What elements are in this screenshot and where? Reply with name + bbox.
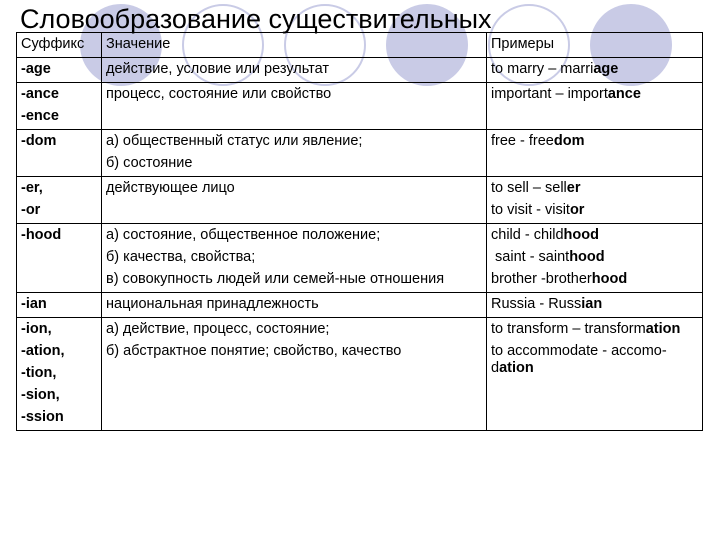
example-base: brother -brother [491,271,592,287]
examples-cell [487,318,703,431]
suffix-text: -dom [21,133,57,149]
meaning-cell [102,130,487,177]
suffix-text: -ence [21,108,59,124]
suffix-table [16,32,703,431]
suffix-cell [17,177,102,224]
example-text [491,227,698,244]
suffix-cell [17,318,102,431]
meaning-text: б) абстрактное понятие; свойство, качество [106,343,402,359]
example-base: Russia - Russ [491,296,582,312]
meaning-cell [102,224,487,293]
example-base: to marry – marri [491,61,594,77]
meaning-cell [102,293,487,318]
example-text [491,86,698,103]
meaning-cell [102,177,487,224]
example-base: important – import [491,86,608,102]
example-text [491,61,698,78]
meaning-cell [102,58,487,83]
meaning-text: б) состояние [106,155,193,171]
meaning-text: а) состояние, общественное положение; [106,227,381,243]
example-suffix-highlight: ation [499,360,534,376]
meaning-text: а) действие, процесс, состояние; [106,321,330,337]
example-text [491,343,698,377]
suffix-text: -age [21,61,51,77]
example-suffix-highlight: hood [591,271,628,287]
example-text [491,133,698,150]
example-base: child - child [491,227,564,243]
example-text [491,202,698,219]
suffix-text: -ian [21,296,47,312]
examples-cell [487,130,703,177]
suffix-cell [17,83,102,130]
header-suffix: Суффикс [17,33,102,58]
suffix-text: -or [21,202,41,218]
example-suffix-highlight: or [569,202,585,218]
table-row [17,318,703,431]
example-text [491,249,698,266]
example-suffix-highlight: dom [553,133,585,149]
table-row [17,58,703,83]
examples-cell [487,293,703,318]
examples-cell [487,224,703,293]
suffix-text: -ion, [21,321,52,337]
suffix-text: -ance [21,86,59,102]
meaning-text: действующее лицо [106,180,235,196]
example-text [491,321,698,338]
meaning-text: в) совокупность людей или семей-ные отношения [106,271,445,287]
meaning-text: процесс, состояние или свойство [106,86,332,102]
examples-cell [487,177,703,224]
example-suffix-highlight: ian [581,296,603,312]
example-suffix-highlight: hood [563,227,599,243]
example-base: to sell – sell [491,180,567,196]
example-suffix-highlight: hood [569,249,605,265]
example-base: to transform – transform [491,321,646,337]
example-base: to visit - visit [491,202,570,218]
suffix-text: -hood [21,227,62,243]
example-suffix-highlight: er [566,180,581,196]
suffix-cell [17,130,102,177]
header-examples: Примеры [487,33,703,58]
meaning-text: действие, условие или результат [106,61,330,77]
example-suffix-highlight: ation [645,321,681,337]
suffix-text: -sion, [21,387,60,403]
suffix-text: -er, [21,180,43,196]
meaning-text: б) качества, свойства; [106,249,256,265]
meaning-text: национальная принадлежность [106,296,319,312]
example-suffix-highlight: age [593,61,619,77]
table-row [17,224,703,293]
table-row [17,293,703,318]
meaning-cell [102,83,487,130]
suffix-text: -ssion [21,409,64,425]
suffix-text: -ation, [21,343,65,359]
suffix-text: -tion, [21,365,57,381]
example-text [491,271,698,288]
page-title: Словообразование существительных [20,4,492,34]
table-header-row [17,33,703,58]
table-row [17,83,703,130]
suffix-cell [17,224,102,293]
suffix-cell [17,58,102,83]
meaning-text: а) общественный статус или явление; [106,133,363,149]
example-base: to accommodate - accomo-d [491,343,667,376]
suffix-cell [17,293,102,318]
example-suffix-highlight: ance [607,86,641,102]
example-text [491,296,698,313]
meaning-cell [102,318,487,431]
example-base: saint - saint [491,249,570,265]
table-row [17,177,703,224]
examples-cell [487,58,703,83]
table-row [17,130,703,177]
header-meaning: Значение [102,33,487,58]
example-text [491,180,698,197]
example-base: free - free [491,133,554,149]
examples-cell [487,83,703,130]
